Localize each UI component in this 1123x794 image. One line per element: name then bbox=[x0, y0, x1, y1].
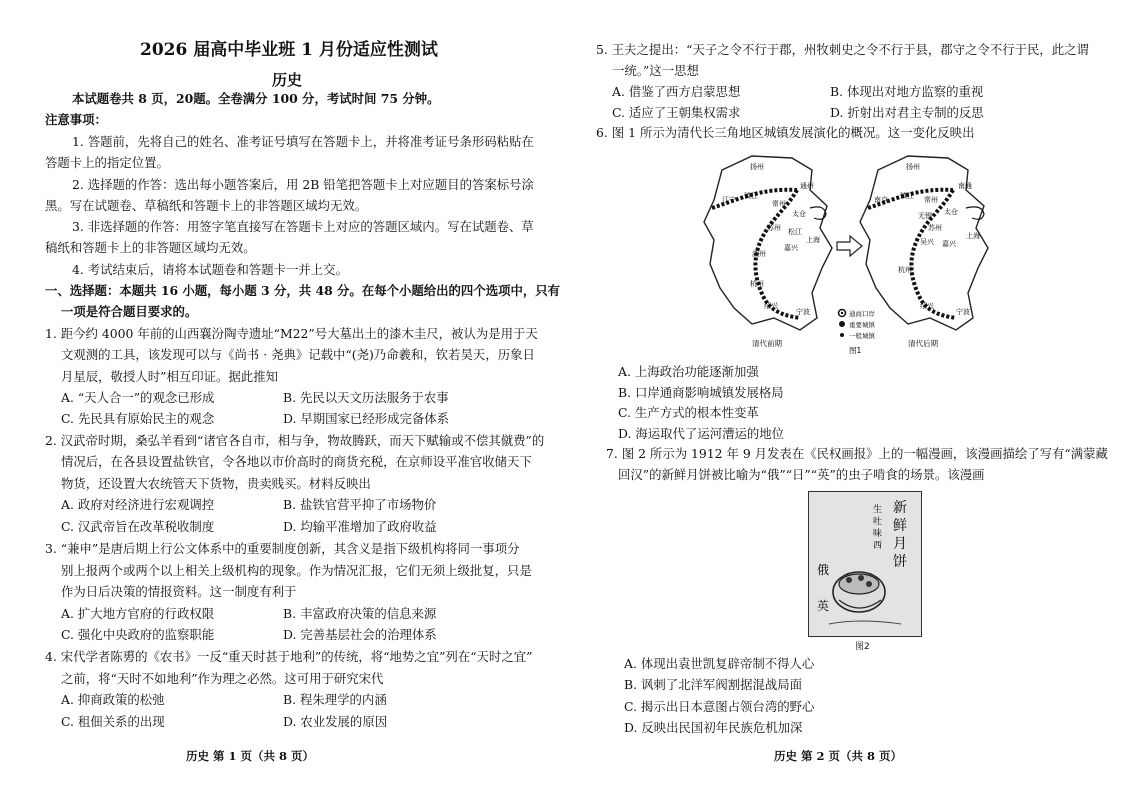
map-city-label: 太仓 bbox=[944, 208, 958, 216]
question-4-option-c: C. 租佃关系的出现 bbox=[61, 714, 165, 729]
map-caption: 图1 bbox=[849, 346, 862, 355]
cartoon-side-char: 吐 bbox=[873, 517, 883, 527]
map-city-label: 嘉兴 bbox=[784, 244, 798, 252]
cartoon-side-char: 西 bbox=[873, 541, 883, 551]
map-graphic bbox=[692, 148, 1012, 358]
bug-drawing bbox=[858, 575, 864, 581]
question-4-option-a: A. 抑商政策的松弛 bbox=[61, 692, 165, 707]
note-line: 2. 选择题的作答：选出每小题答案后，用 2B 铅笔把答题卡上对应题目的答案标号涂 bbox=[72, 177, 534, 192]
cartoon-title-char: 月 bbox=[893, 536, 907, 552]
map-city-label: 宁波 bbox=[956, 308, 970, 316]
map-right-label: 清代后期 bbox=[908, 339, 938, 348]
question-2-option-a: A. 政府对经济进行宏观调控 bbox=[61, 497, 215, 512]
bug-drawing bbox=[866, 581, 872, 587]
question-3-option-b: B. 丰富政府决策的信息来源 bbox=[283, 606, 437, 621]
exam-info: 本试题卷共 8 页，20题。全卷满分 100 分，考试时间 75 分钟。 bbox=[72, 91, 440, 106]
map-city-label: 江宁 bbox=[722, 196, 736, 204]
note-line: 3. 非选择题的作答：用签字笔直接写在答题卡上对应的答题区域内。写在试题卷、草 bbox=[72, 219, 534, 234]
question-6-stem: 6. 图 1 所示为清代长三角地区城镇发展演化的概况。这一变化反映出 bbox=[596, 125, 975, 140]
question-1-stem: 月星辰，敬授人时”相互印证。据此推知 bbox=[61, 369, 278, 384]
question-3-option-c: C. 强化中央政府的监察职能 bbox=[61, 627, 215, 642]
map-city-label: 嘉兴 bbox=[942, 240, 956, 248]
question-1-option-a: A. “天人合一”的观念已形成 bbox=[61, 390, 215, 405]
question-4-stem: 4. 宋代学者陈旉的《农书》一反“重天时甚于地利”的传统，将“地势之宜”列在“天时之宜” bbox=[45, 649, 533, 664]
figure-2-caption: 图2 bbox=[855, 642, 870, 652]
page-footer-left: 历史 第 1 页（共 8 页） bbox=[186, 749, 315, 763]
question-5-option-c: C. 适应了王朝集权需求 bbox=[612, 105, 741, 120]
question-6-option-c: C. 生产方式的根本性变革 bbox=[618, 405, 759, 420]
question-1-stem: 文观测的工具，该发现可以与《尚书 · 尧典》记载中“(尧)乃命羲和，钦若昊天，历象日 bbox=[61, 347, 535, 362]
map-city-label: 苏州 bbox=[767, 224, 781, 232]
figure-2-cartoon bbox=[808, 491, 922, 637]
map-city-label: 绍兴 bbox=[764, 302, 778, 310]
note-line: 黑。写在试题卷、草稿纸和答题卡上的非答题区域均无效。 bbox=[45, 198, 368, 213]
question-7-option-d: D. 反映出民国初年民族危机加深 bbox=[624, 720, 803, 735]
map-city-label: 南京 bbox=[874, 196, 888, 204]
legend-port-icon bbox=[841, 312, 843, 314]
map-city-label: 杭州 bbox=[750, 280, 764, 288]
map-city-label: 上海 bbox=[806, 236, 820, 244]
question-2-stem: 2. 汉武帝时期，桑弘羊看到“诸官各自市，相与争，物故腾跃，而天下赋输或不偿其僦费”的 bbox=[45, 433, 545, 448]
cartoon-side-char: 生 bbox=[873, 505, 883, 515]
map-city-label: 太仓 bbox=[792, 210, 806, 218]
map-city-label: 镇江 bbox=[744, 192, 758, 200]
figure-1-map bbox=[692, 148, 1012, 358]
map-city-label: 常州 bbox=[924, 196, 938, 204]
legend-label: 一般城镇 bbox=[849, 332, 875, 340]
exam-title: 2026 届高中毕业班 1 月份适应性测试 bbox=[140, 40, 438, 60]
note-line: 稿纸和答题卡上的非答题区域均无效。 bbox=[45, 240, 256, 255]
page-footer-right: 历史 第 2 页（共 8 页） bbox=[774, 749, 903, 763]
question-4-stem: 之前，将“天时不如地利”作为理之必然。这可用于研究宋代 bbox=[61, 671, 384, 686]
question-2-option-d: D. 均输平准增加了政府收益 bbox=[283, 519, 437, 534]
map-city-label: 通州 bbox=[800, 182, 814, 190]
question-3-option-a: A. 扩大地方官府的行政权限 bbox=[61, 606, 215, 621]
question-1-option-d: D. 早期国家已经形成完备体系 bbox=[283, 411, 450, 426]
question-3-stem: 作为日后决策的情报资料。这一制度有利于 bbox=[61, 584, 297, 599]
note-line: 答题卡上的指定位置。 bbox=[45, 155, 169, 170]
question-3-stem: 别上报两个或两个以上相关上级机构的现象。作为情况汇报，它们无须上级批复，只是 bbox=[61, 563, 532, 578]
note-line: 4. 考试结束后，请将本试题卷和答题卡一并上交。 bbox=[72, 262, 348, 277]
question-7-option-c: C. 揭示出日本意图占领台湾的野心 bbox=[624, 699, 815, 714]
question-5-stem: 一统。”这一思想 bbox=[612, 63, 699, 78]
question-6-option-a: A. 上海政治功能逐渐加强 bbox=[618, 364, 759, 379]
cartoon-side-char: 味 bbox=[873, 529, 883, 539]
question-6-option-b: B. 口岸通商影响城镇发展格局 bbox=[618, 385, 784, 400]
map-city-label: 杭州 bbox=[898, 266, 912, 274]
map-city-label: 常州 bbox=[772, 200, 786, 208]
legend-major-town-icon bbox=[839, 321, 845, 327]
map-city-label: 吴兴 bbox=[920, 238, 934, 246]
question-7-option-b: B. 讽刺了北洋军阀割据混战局面 bbox=[624, 677, 803, 692]
cartoon-label-char: 英 bbox=[817, 599, 830, 613]
question-5-option-d: D. 折射出对君主专制的反思 bbox=[830, 105, 984, 120]
map-city-label: 松江 bbox=[788, 228, 802, 236]
map-city-label: 南通 bbox=[958, 182, 972, 190]
map-city-label: 绍兴 bbox=[920, 302, 934, 310]
map-city-label: 苏州 bbox=[928, 224, 942, 232]
cartoon-title-char: 饼 bbox=[893, 554, 907, 570]
map-arrow-icon bbox=[837, 236, 862, 256]
question-2-stem: 物货，还设置大农统管天下货物，贵卖贱买。材料反映出 bbox=[61, 476, 371, 491]
question-3-option-d: D. 完善基层社会的治理体系 bbox=[283, 627, 437, 642]
legend-label: 通商口岸 bbox=[849, 310, 875, 318]
question-5-option-a: A. 借鉴了西方启蒙思想 bbox=[612, 84, 741, 99]
cartoon-label-char: 俄 bbox=[817, 563, 830, 577]
cartoon-title-char: 新 bbox=[893, 500, 907, 516]
bug-drawing bbox=[846, 577, 852, 583]
question-4-option-b: B. 程朱理学的内涵 bbox=[283, 692, 387, 707]
question-5-stem: 5. 王夫之提出：“天子之令不行于郡，州牧刺史之令不行于县，郡守之令不行于民，此之谓 bbox=[596, 42, 1089, 57]
question-1-stem: 1. 距今约 4000 年前的山西襄汾陶寺遗址“M22”号大墓出土的漆木圭尺，被认为是用于天 bbox=[45, 326, 538, 341]
map-city-label: 宁波 bbox=[796, 308, 810, 316]
map-city-label: 上海 bbox=[966, 232, 980, 240]
question-4-option-d: D. 农业发展的原因 bbox=[283, 714, 388, 729]
cartoon-graphic bbox=[809, 492, 921, 636]
legend-label: 重要城镇 bbox=[849, 321, 875, 329]
map-city-label: 湖州 bbox=[752, 250, 766, 258]
map-city-label: 镇江 bbox=[900, 192, 914, 200]
section-heading: 一、选择题：本题共 16 小题，每小题 3 分，共 48 分。在每个小题给出的四个选项中，只有 bbox=[45, 283, 561, 298]
map-left-label: 清代前期 bbox=[752, 339, 782, 348]
question-7-stem: 7. 图 2 所示为 1912 年 9 月发表在《民权画报》上的一幅漫画，该漫画描绘了写有“满蒙藏 bbox=[606, 446, 1108, 461]
question-6-option-d: D. 海运取代了运河漕运的地位 bbox=[618, 426, 785, 441]
section-heading: 一项是符合题目要求的。 bbox=[61, 304, 198, 319]
question-2-stem: 情况后，在各县设置盐铁官，令各地以市价高时的商货充税，在京师设平准官收储天下 bbox=[61, 454, 532, 469]
question-2-option-b: B. 盐铁官营平抑了市场物价 bbox=[283, 497, 437, 512]
subject-title: 历史 bbox=[272, 71, 303, 89]
question-7-stem: 回汉”的新鲜月饼被比喻为“俄”“日”“英”的虫子啃食的场景。该漫画 bbox=[618, 467, 985, 482]
legend-town-icon bbox=[840, 333, 844, 337]
question-1-option-b: B. 先民以天文历法服务于农事 bbox=[283, 390, 449, 405]
question-5-option-b: B. 体现出对地方监察的重视 bbox=[830, 84, 984, 99]
map-city-label: 无锡 bbox=[918, 212, 932, 220]
question-1-option-c: C. 先民具有原始民主的观念 bbox=[61, 411, 215, 426]
question-3-stem: 3. “兼申”是唐后期上行公文体系中的重要制度创新，其含义是指下级机构将同一事项分 bbox=[45, 541, 520, 556]
notes-heading: 注意事项： bbox=[45, 112, 107, 127]
question-7-option-a: A. 体现出袁世凯复辟帝制不得人心 bbox=[624, 656, 815, 671]
cartoon-title-char: 鲜 bbox=[893, 518, 907, 534]
map-city-label: 扬州 bbox=[750, 163, 764, 171]
map-city-label: 扬州 bbox=[906, 163, 920, 171]
note-line: 1. 答题前，先将自己的姓名、准考证号填写在答题卡上，并将准考证号条形码粘贴在 bbox=[72, 134, 534, 149]
question-2-option-c: C. 汉武帝旨在改革税收制度 bbox=[61, 519, 215, 534]
